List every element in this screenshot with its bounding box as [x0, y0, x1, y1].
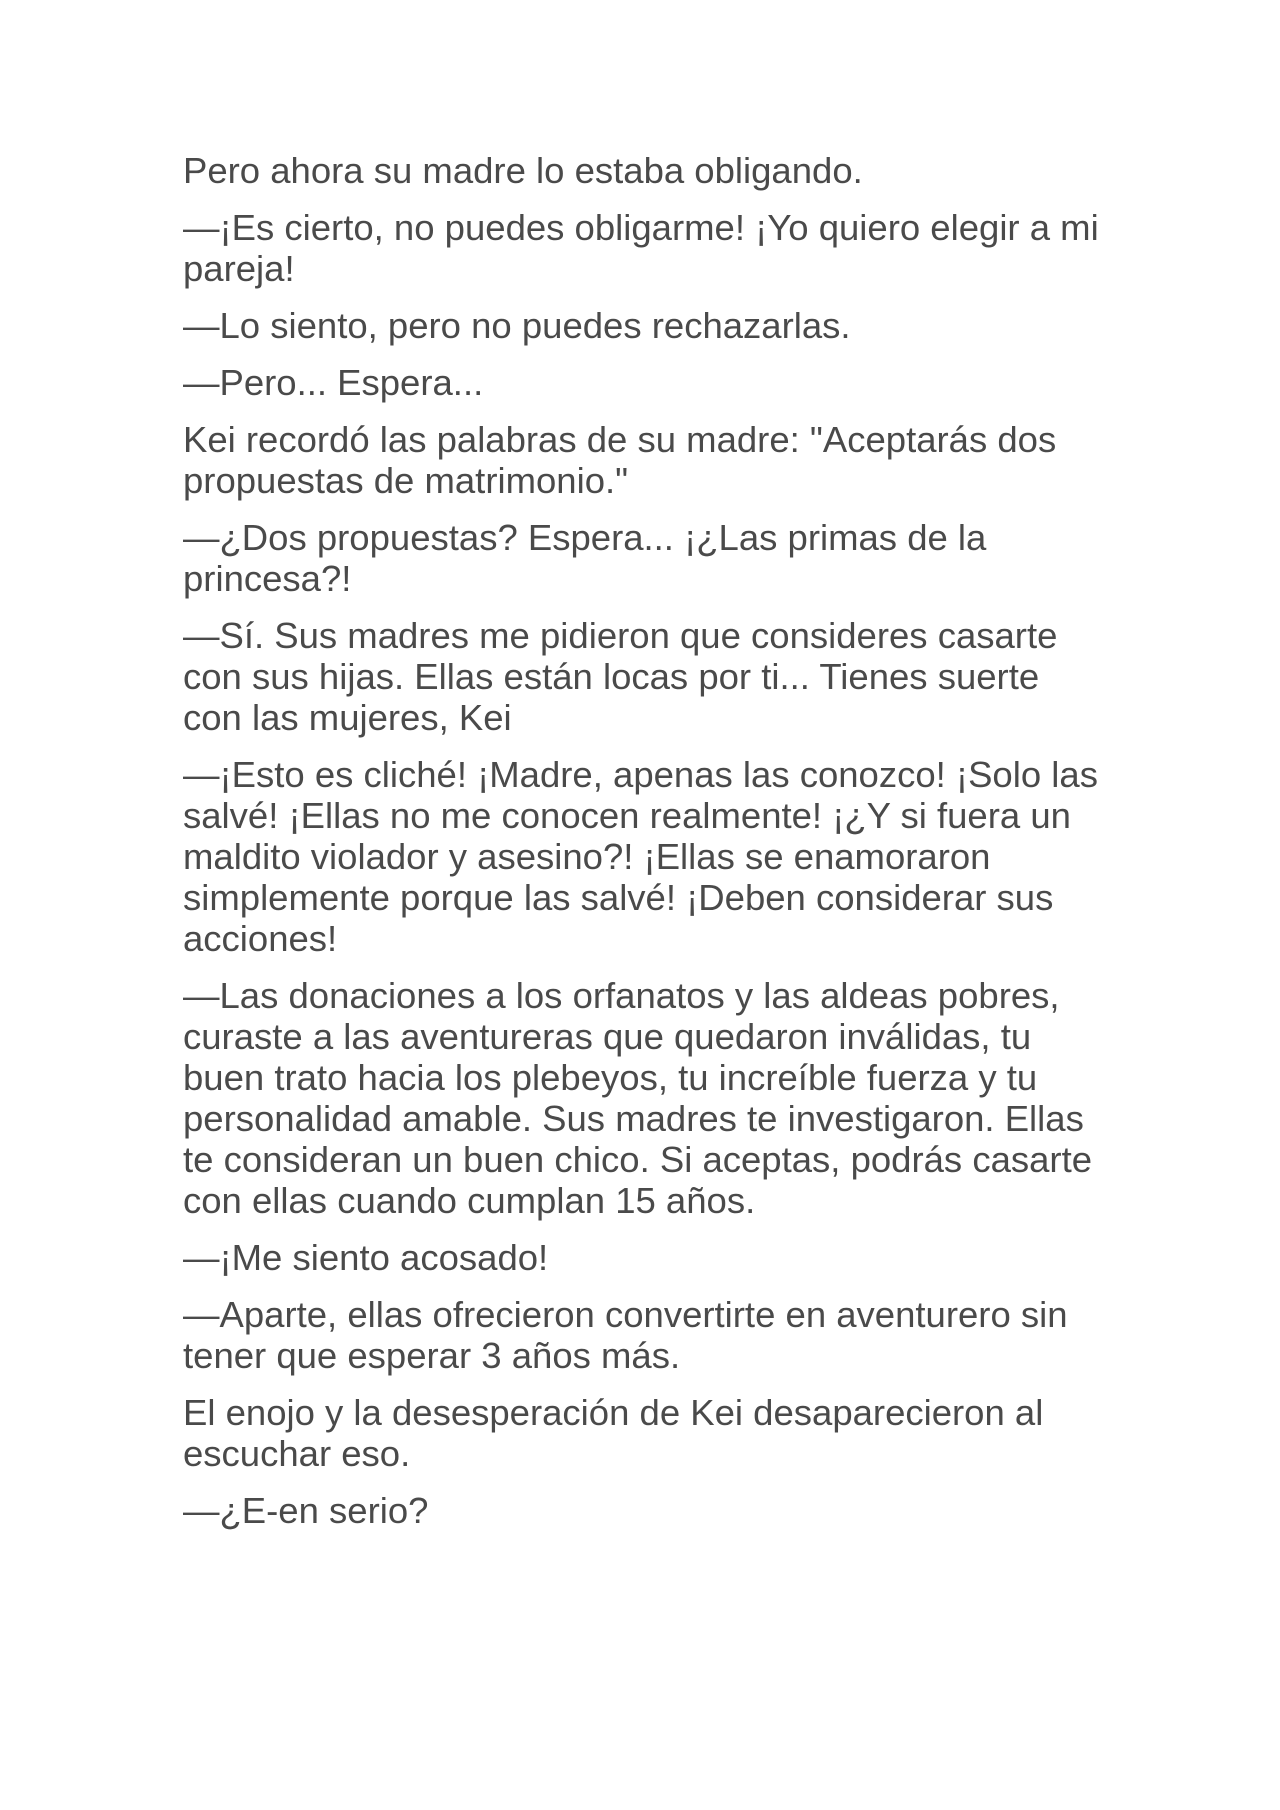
- paragraph: —¡Esto es cliché! ¡Madre, apenas las conozco! ¡Solo las salvé! ¡Ellas no me conocen realmente! ¡¿Y si fuera un maldito violador y asesino?! ¡Ellas se enamoraron simplemente porque las salvé! ¡Deben considerar sus acciones!: [183, 754, 1098, 959]
- paragraph: Kei recordó las palabras de su madre: "Aceptarás dos propuestas de matrimonio.": [183, 419, 1057, 501]
- paragraph: —¿E-en serio?: [183, 1490, 429, 1531]
- paragraph: —Lo siento, pero no puedes rechazarlas.: [183, 305, 851, 346]
- paragraph: —Aparte, ellas ofrecieron convertirte en aventurero sin tener que esperar 3 años más.: [183, 1294, 1068, 1376]
- paragraph: El enojo y la desesperación de Kei desaparecieron al escuchar eso.: [183, 1392, 1044, 1474]
- paragraph: —Las donaciones a los orfanatos y las aldeas pobres, curaste a las aventureras que quedaron inválidas, tu buen trato hacia los plebeyos, tu increíble fuerza y tu personalidad amable. Sus madres te investigaron. Ellas te consideran un buen chico. Si aceptas, podrás casarte con ellas cuando cumplan 15 años.: [183, 975, 1093, 1221]
- paragraph: —Sí. Sus madres me pidieron que consideres casarte con sus hijas. Ellas están locas por ti... Tienes suerte con las mujeres, Kei: [183, 615, 1058, 738]
- paragraph: Pero ahora su madre lo estaba obligando.: [183, 150, 863, 191]
- document-body: [183, 150, 1103, 1547]
- paragraph: —¿Dos propuestas? Espera... ¡¿Las primas de la princesa?!: [183, 517, 987, 599]
- paragraph: —¡Es cierto, no puedes obligarme! ¡Yo quiero elegir a mi pareja!: [183, 207, 1099, 289]
- paragraph: —Pero... Espera...: [183, 362, 484, 403]
- paragraph: —¡Me siento acosado!: [183, 1237, 549, 1278]
